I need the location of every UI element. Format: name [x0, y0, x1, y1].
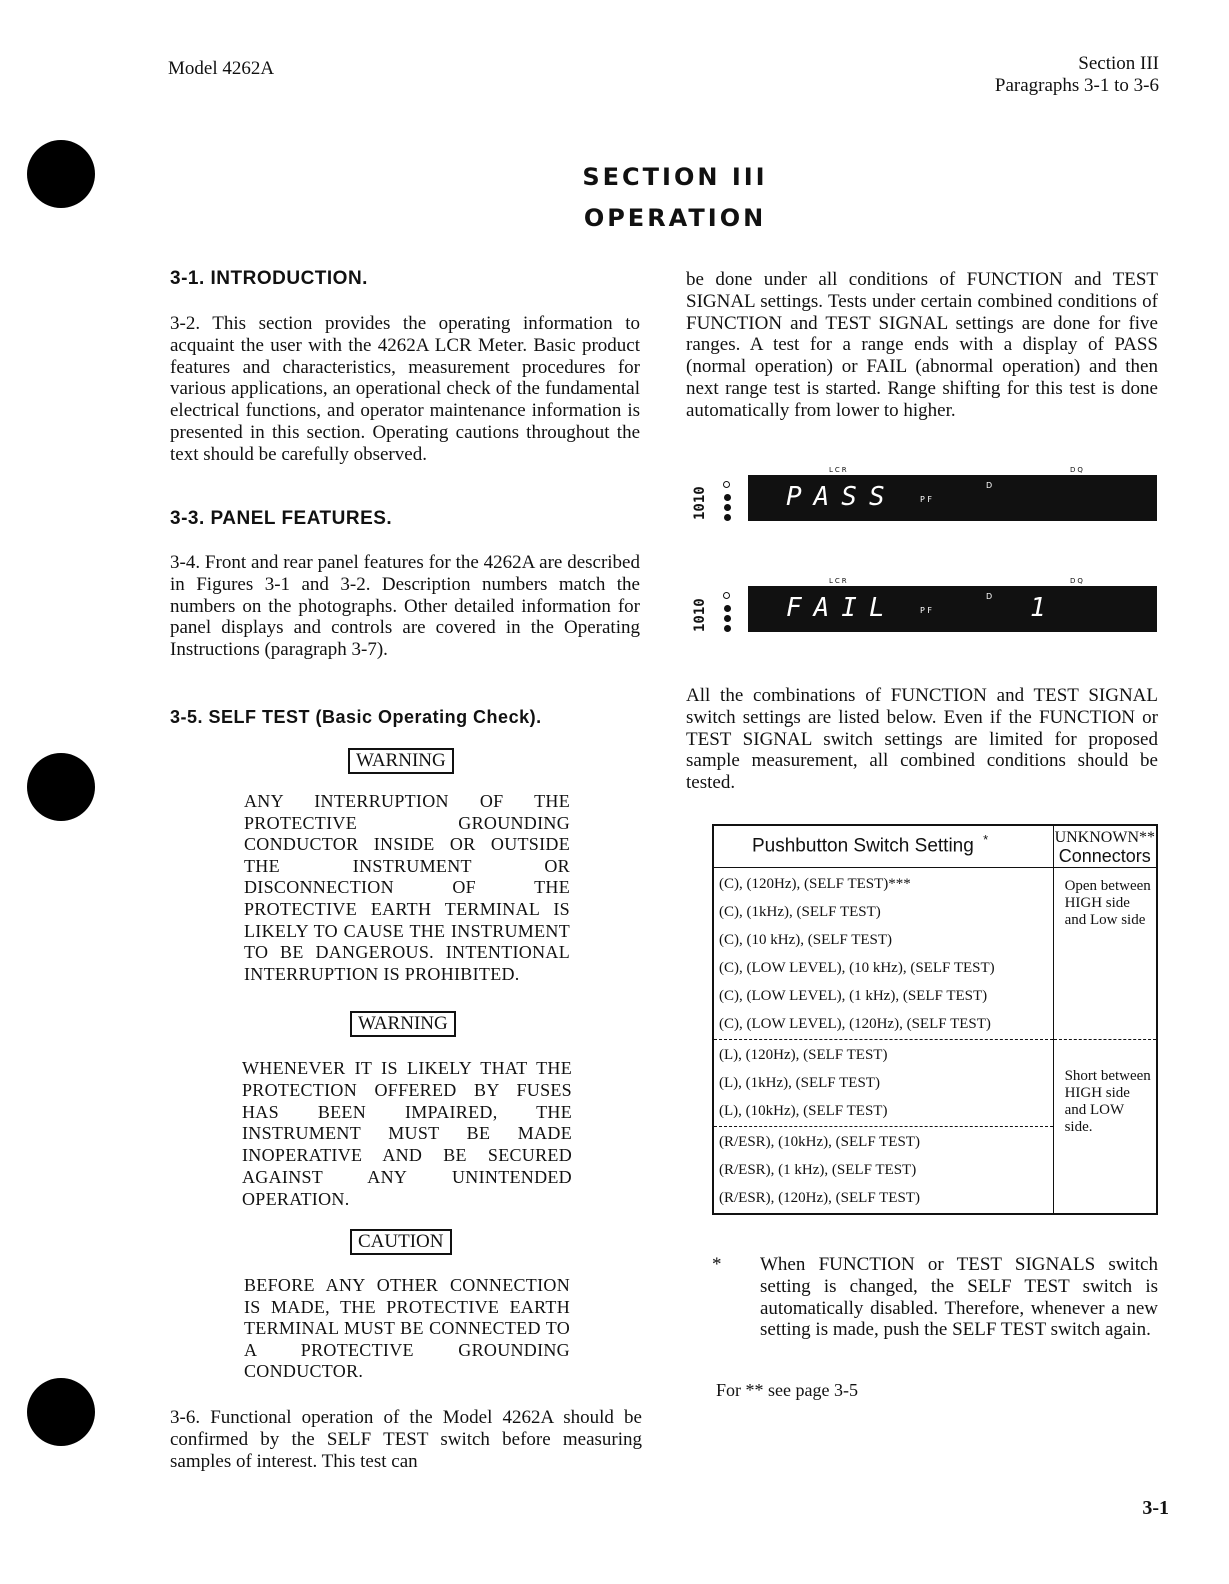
- paragraph-3-6-continued: be done under all conditions of FUNCTION and TEST SIGNAL settings. Tests under certain combined conditions of FUNCTION and TEST SIGNAL settings are done for five ranges. A test for a range ends with a display of PASS (normal operation) or FAIL (abnormal operation) and then next range test is started. Range shifting for this test is done automatically from lower to higher.: [686, 269, 1158, 421]
- table-row: (L), (120Hz), (SELF TEST): [719, 1046, 888, 1063]
- display-2-d: D: [986, 592, 993, 601]
- heading-introduction: 3-1. INTRODUCTION.: [170, 268, 368, 289]
- connector-short-text: Short between HIGH side and LOW side.: [1064, 1067, 1151, 1135]
- fail-readout: FAIL: [786, 593, 897, 623]
- warning-text-1: ANY INTERRUPTION OF THE PROTECTIVE GROUNDING CONDUCTOR INSIDE OR OUTSIDE THE INSTRUMENT OR DISCONNECTION OF THE PROTECTIVE EARTH TERMINAL IS LIKELY TO CAUSE THE INSTRUMENT TO BE DANGEROUS. INTENTIONAL INTERRUPTION IS PROHIBITED.: [244, 791, 570, 984]
- table-row: (C), (LOW LEVEL), (1 kHz), (SELF TEST): [719, 987, 988, 1004]
- display-1-indicator-dot: [724, 504, 731, 511]
- display-1-lcr-label: LCR: [829, 466, 849, 474]
- caution-label: CAUTION: [350, 1229, 452, 1255]
- table-group-r: [713, 1126, 1053, 1214]
- table-row: (R/ESR), (1 kHz), (SELF TEST): [719, 1161, 917, 1178]
- binder-hole-middle: [27, 753, 95, 821]
- section-title: SECTION III: [582, 163, 768, 191]
- paragraph-3-2: 3-2. This section provides the operating information to acquaint the user with the 4262A LCR Meter. Basic product features and characteristics, measurement procedures for various applications, an operational check of the fundamental electrical functions, and operator maintenance information is presented in this section. Operating cautions throughout the text should be carefully observed.: [170, 313, 640, 465]
- table-group-c: [713, 867, 1053, 1039]
- display-1-indicator-dot: [724, 494, 731, 501]
- paragraph-3-6: 3-6. Functional operation of the Model 4262A should be confirmed by the SELF TEST switch before measuring samples of interest. This test can: [170, 1407, 642, 1472]
- switch-setting-table: [712, 824, 1158, 1215]
- table-row: (R/ESR), (10kHz), (SELF TEST): [719, 1133, 920, 1150]
- footnote-mark: *: [712, 1254, 722, 1275]
- display-2-indicator-open: [723, 592, 730, 599]
- section-subtitle: OPERATION: [583, 204, 767, 232]
- table-row: (C), (LOW LEVEL), (10 kHz), (SELF TEST): [719, 959, 995, 976]
- table-connector-open: [1053, 867, 1157, 1039]
- warning-label-1: WARNING: [348, 748, 454, 774]
- display-1-unit: P F: [920, 495, 932, 504]
- table-row: (C), (LOW LEVEL), (120Hz), (SELF TEST): [719, 1015, 991, 1032]
- display-1-dq-label: DQ: [1070, 466, 1085, 474]
- display-1-d: D: [986, 481, 993, 490]
- footnote-text: When FUNCTION or TEST SIGNALS switch setting is changed, the SELF TEST switch is automatically disabled. Therefore, whenever a new setting is made, push the SELF TEST switch again.: [760, 1254, 1158, 1341]
- pass-readout: PASS: [786, 482, 897, 512]
- paragraph-combinations: All the combinations of FUNCTION and TEST SIGNAL switch settings are listed below. Even if the FUNCTION or TEST SIGNAL switch settings are limited for proposed sample measurement, all combined conditions should be tested.: [686, 685, 1158, 794]
- table-row: (L), (10kHz), (SELF TEST): [719, 1102, 888, 1119]
- heading-panel-features: 3-3. PANEL FEATURES.: [170, 508, 393, 529]
- display-1-indicator-dot: [724, 514, 731, 521]
- table-connector-short: [1053, 1039, 1157, 1214]
- model-label: Model 4262A: [168, 58, 275, 79]
- table-row: (C), (10 kHz), (SELF TEST): [719, 931, 893, 948]
- table-row: (C), (120Hz), (SELF TEST)***: [719, 875, 911, 892]
- connector-open-text: Open between HIGH side and Low side: [1064, 877, 1151, 928]
- table-header-pushbutton-text: Pushbutton Switch Setting: [752, 835, 974, 857]
- paragraph-range: Paragraphs 3-1 to 3-6: [994, 75, 1159, 96]
- binder-hole-top: [27, 140, 95, 208]
- display-2-unit: P F: [920, 606, 932, 615]
- caution-text: BEFORE ANY OTHER CONNECTION IS MADE, THE PROTECTIVE EARTH TERMINAL MUST BE CONNECTED TO A PROTECTIVE GROUNDING CONDUCTOR.: [244, 1275, 570, 1382]
- binder-hole-bottom: [27, 1378, 95, 1446]
- display-1-indicator-open: [723, 481, 730, 488]
- display-2-indicator-dot: [724, 605, 731, 612]
- display-2-indicator-dot: [724, 615, 731, 622]
- page-number: 3-1: [1142, 1497, 1169, 1519]
- warning-text-2: WHENEVER IT IS LIKELY THAT THE PROTECTION OFFERED BY FUSES HAS BEEN IMPAIRED, THE INSTRUMENT MUST BE MADE INOPERATIVE AND BE SECURED AGAINST ANY UNINTENDED OPERATION.: [242, 1058, 572, 1209]
- display-2-digit: 1: [1030, 593, 1058, 623]
- display-2-indicator-dot: [724, 625, 731, 632]
- display-2-dq-label: DQ: [1070, 577, 1085, 585]
- display-2-lcr-label: LCR: [829, 577, 849, 585]
- warning-label-2: WARNING: [350, 1011, 456, 1037]
- table-group-l: [713, 1039, 1053, 1126]
- display-1-side-code: 1010: [692, 486, 708, 520]
- section-label: [995, 53, 1159, 97]
- table-header-footnote-mark: *: [983, 832, 989, 847]
- table-header-unknown-line1: UNKNOWN**: [1054, 829, 1155, 846]
- see-page-note: For ** see page 3-5: [716, 1380, 858, 1400]
- heading-self-test: 3-5. SELF TEST (Basic Operating Check).: [170, 707, 542, 727]
- table-row: (C), (1kHz), (SELF TEST): [719, 903, 881, 920]
- fail-display: [748, 586, 1157, 632]
- table-row: (R/ESR), (120Hz), (SELF TEST): [719, 1189, 920, 1206]
- table-header-pushbutton: [713, 825, 1053, 867]
- table-header-connectors: Connectors: [1058, 846, 1151, 866]
- paragraph-3-4: 3-4. Front and rear panel features for the 4262A are described in Figures 3-1 and 3-2. Description numbers match the numbers on the photographs. Other detailed information for panel displays and controls are covered in the Operating Instructions (paragraph 3-7).: [170, 552, 640, 661]
- pass-display: [748, 475, 1157, 521]
- display-2-side-code: 1010: [692, 598, 708, 632]
- table-row: (L), (1kHz), (SELF TEST): [719, 1074, 880, 1091]
- section-number: Section III: [1078, 53, 1159, 74]
- table-header-unknown: [1053, 825, 1157, 867]
